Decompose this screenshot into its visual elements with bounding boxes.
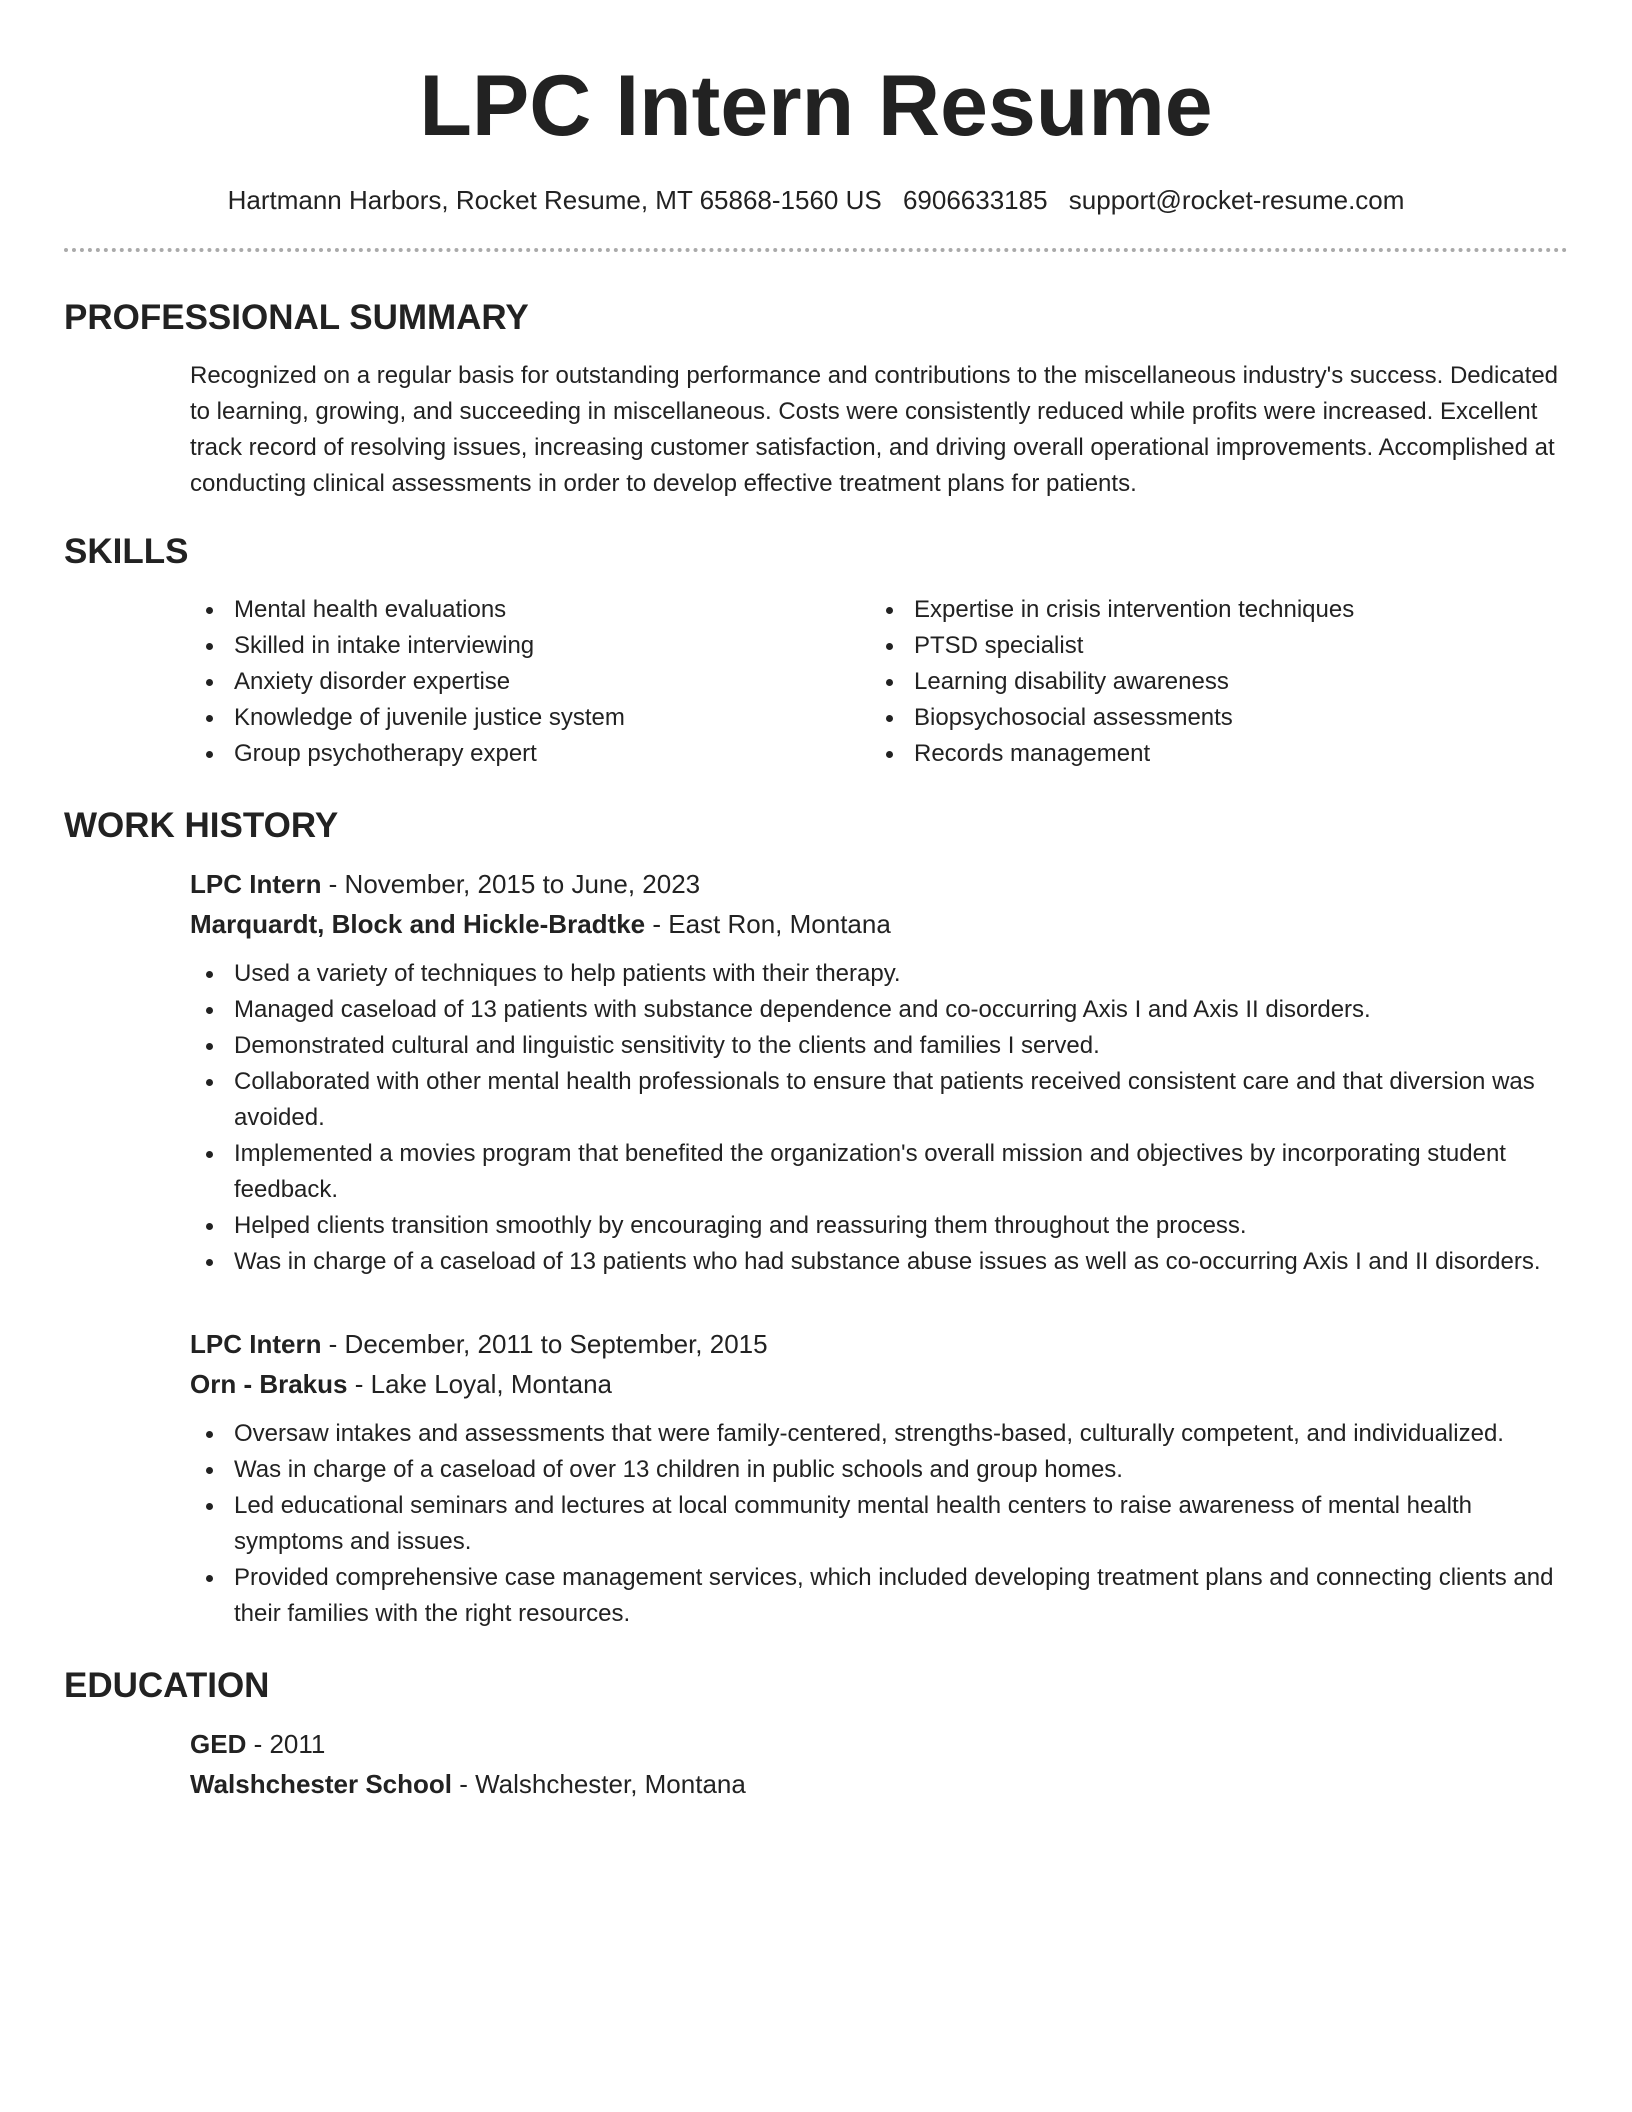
header-divider bbox=[64, 248, 1568, 252]
summary-heading: PROFESSIONAL SUMMARY bbox=[64, 298, 529, 337]
education-school-line bbox=[190, 1764, 1568, 1804]
job-title-line bbox=[190, 864, 1568, 904]
education-school: Walshchester School bbox=[190, 1769, 452, 1799]
job-bullet: Was in charge of a caseload of 13 patients who had substance abuse issues as well as co-occurring Axis I and II disorders. bbox=[190, 1244, 1568, 1280]
skill-item: Learning disability awareness bbox=[870, 664, 1550, 700]
contact-address: Hartmann Harbors, Rocket Resume, MT 65868-1560 US bbox=[227, 185, 882, 215]
summary-text: Recognized on a regular basis for outstanding performance and contributions to the miscellaneous industry's success. Dedicated to learning, growing, and succeeding in miscellaneous. Costs were consistently reduced while profits were increased. Excellent track record of resolving issues, increasing customer satisfaction, and driving overall operational improvements. Accomplished at conducting clinical assessments in order to develop effective treatment plans for patients. bbox=[190, 362, 1559, 497]
education-year: - 2011 bbox=[246, 1729, 326, 1759]
skills-right-column bbox=[870, 592, 1550, 772]
education-degree-line bbox=[190, 1724, 1568, 1764]
job-bullets bbox=[190, 956, 1568, 1280]
job-bullet: Used a variety of techniques to help patients with their therapy. bbox=[190, 956, 1568, 992]
job-title-line bbox=[190, 1324, 1568, 1364]
skill-item: Mental health evaluations bbox=[190, 592, 870, 628]
skills-heading: SKILLS bbox=[64, 532, 189, 571]
education-section bbox=[64, 1664, 1568, 1804]
job-bullet: Implemented a movies program that benefited the organization's overall mission and objectives by incorporating student feedback. bbox=[190, 1136, 1568, 1208]
job-bullet: Demonstrated cultural and linguistic sensitivity to the clients and families I served. bbox=[190, 1028, 1568, 1064]
contact-info bbox=[64, 182, 1568, 218]
contact-phone: 6906633185 bbox=[902, 185, 1048, 215]
job-company-line bbox=[190, 1364, 1568, 1404]
education-entry bbox=[190, 1724, 1568, 1804]
skill-item: Knowledge of juvenile justice system bbox=[190, 700, 870, 736]
work-history-heading: WORK HISTORY bbox=[64, 806, 339, 845]
skill-item: Biopsychosocial assessments bbox=[870, 700, 1550, 736]
skills-section bbox=[64, 530, 1568, 772]
education-heading: EDUCATION bbox=[64, 1666, 270, 1705]
education-location: - Walshchester, Montana bbox=[452, 1769, 746, 1799]
job-bullet: Provided comprehensive case management services, which included developing treatment plans and connecting clients and their families with the right resources. bbox=[190, 1560, 1568, 1632]
skill-item: Records management bbox=[870, 736, 1550, 772]
job-company: Orn - Brakus bbox=[190, 1369, 348, 1399]
skill-item: Group psychotherapy expert bbox=[190, 736, 870, 772]
job-bullet: Oversaw intakes and assessments that were family-centered, strengths-based, culturally competent, and individualized. bbox=[190, 1416, 1568, 1452]
job-bullet: Collaborated with other mental health professionals to ensure that patients received consistent care and that diversion was avoided. bbox=[190, 1064, 1568, 1136]
job-location: - Lake Loyal, Montana bbox=[347, 1369, 612, 1399]
job-bullet: Was in charge of a caseload of over 13 children in public schools and group homes. bbox=[190, 1452, 1568, 1488]
job-entry bbox=[190, 1324, 1568, 1632]
skill-item: Expertise in crisis intervention techniques bbox=[870, 592, 1550, 628]
job-title: LPC Intern bbox=[190, 869, 322, 899]
skill-item: Skilled in intake interviewing bbox=[190, 628, 870, 664]
job-dates: - December, 2011 to September, 2015 bbox=[321, 1329, 768, 1359]
job-location: - East Ron, Montana bbox=[645, 909, 891, 939]
job-dates: - November, 2015 to June, 2023 bbox=[321, 869, 701, 899]
job-company: Marquardt, Block and Hickle-Bradtke bbox=[190, 909, 646, 939]
job-bullet: Helped clients transition smoothly by encouraging and reassuring them throughout the process. bbox=[190, 1208, 1568, 1244]
summary-section bbox=[64, 296, 1568, 502]
job-title: LPC Intern bbox=[190, 1329, 322, 1359]
education-degree: GED bbox=[190, 1729, 247, 1759]
skill-item: PTSD specialist bbox=[870, 628, 1550, 664]
resume-page bbox=[64, 0, 1568, 1804]
skill-item: Anxiety disorder expertise bbox=[190, 664, 870, 700]
work-history-section bbox=[64, 804, 1568, 1632]
job-entry bbox=[190, 864, 1568, 1280]
job-bullets bbox=[190, 1416, 1568, 1632]
job-company-line bbox=[190, 904, 1568, 944]
skills-columns bbox=[190, 592, 1568, 772]
resume-title: LPC Intern Resume bbox=[419, 58, 1213, 154]
job-bullet: Managed caseload of 13 patients with substance dependence and co-occurring Axis I and Axis II disorders. bbox=[190, 992, 1568, 1028]
contact-email: support@rocket-resume.com bbox=[1068, 185, 1405, 215]
skills-left-column bbox=[190, 592, 870, 772]
job-bullet: Led educational seminars and lectures at local community mental health centers to raise awareness of mental health symptoms and issues. bbox=[190, 1488, 1568, 1560]
